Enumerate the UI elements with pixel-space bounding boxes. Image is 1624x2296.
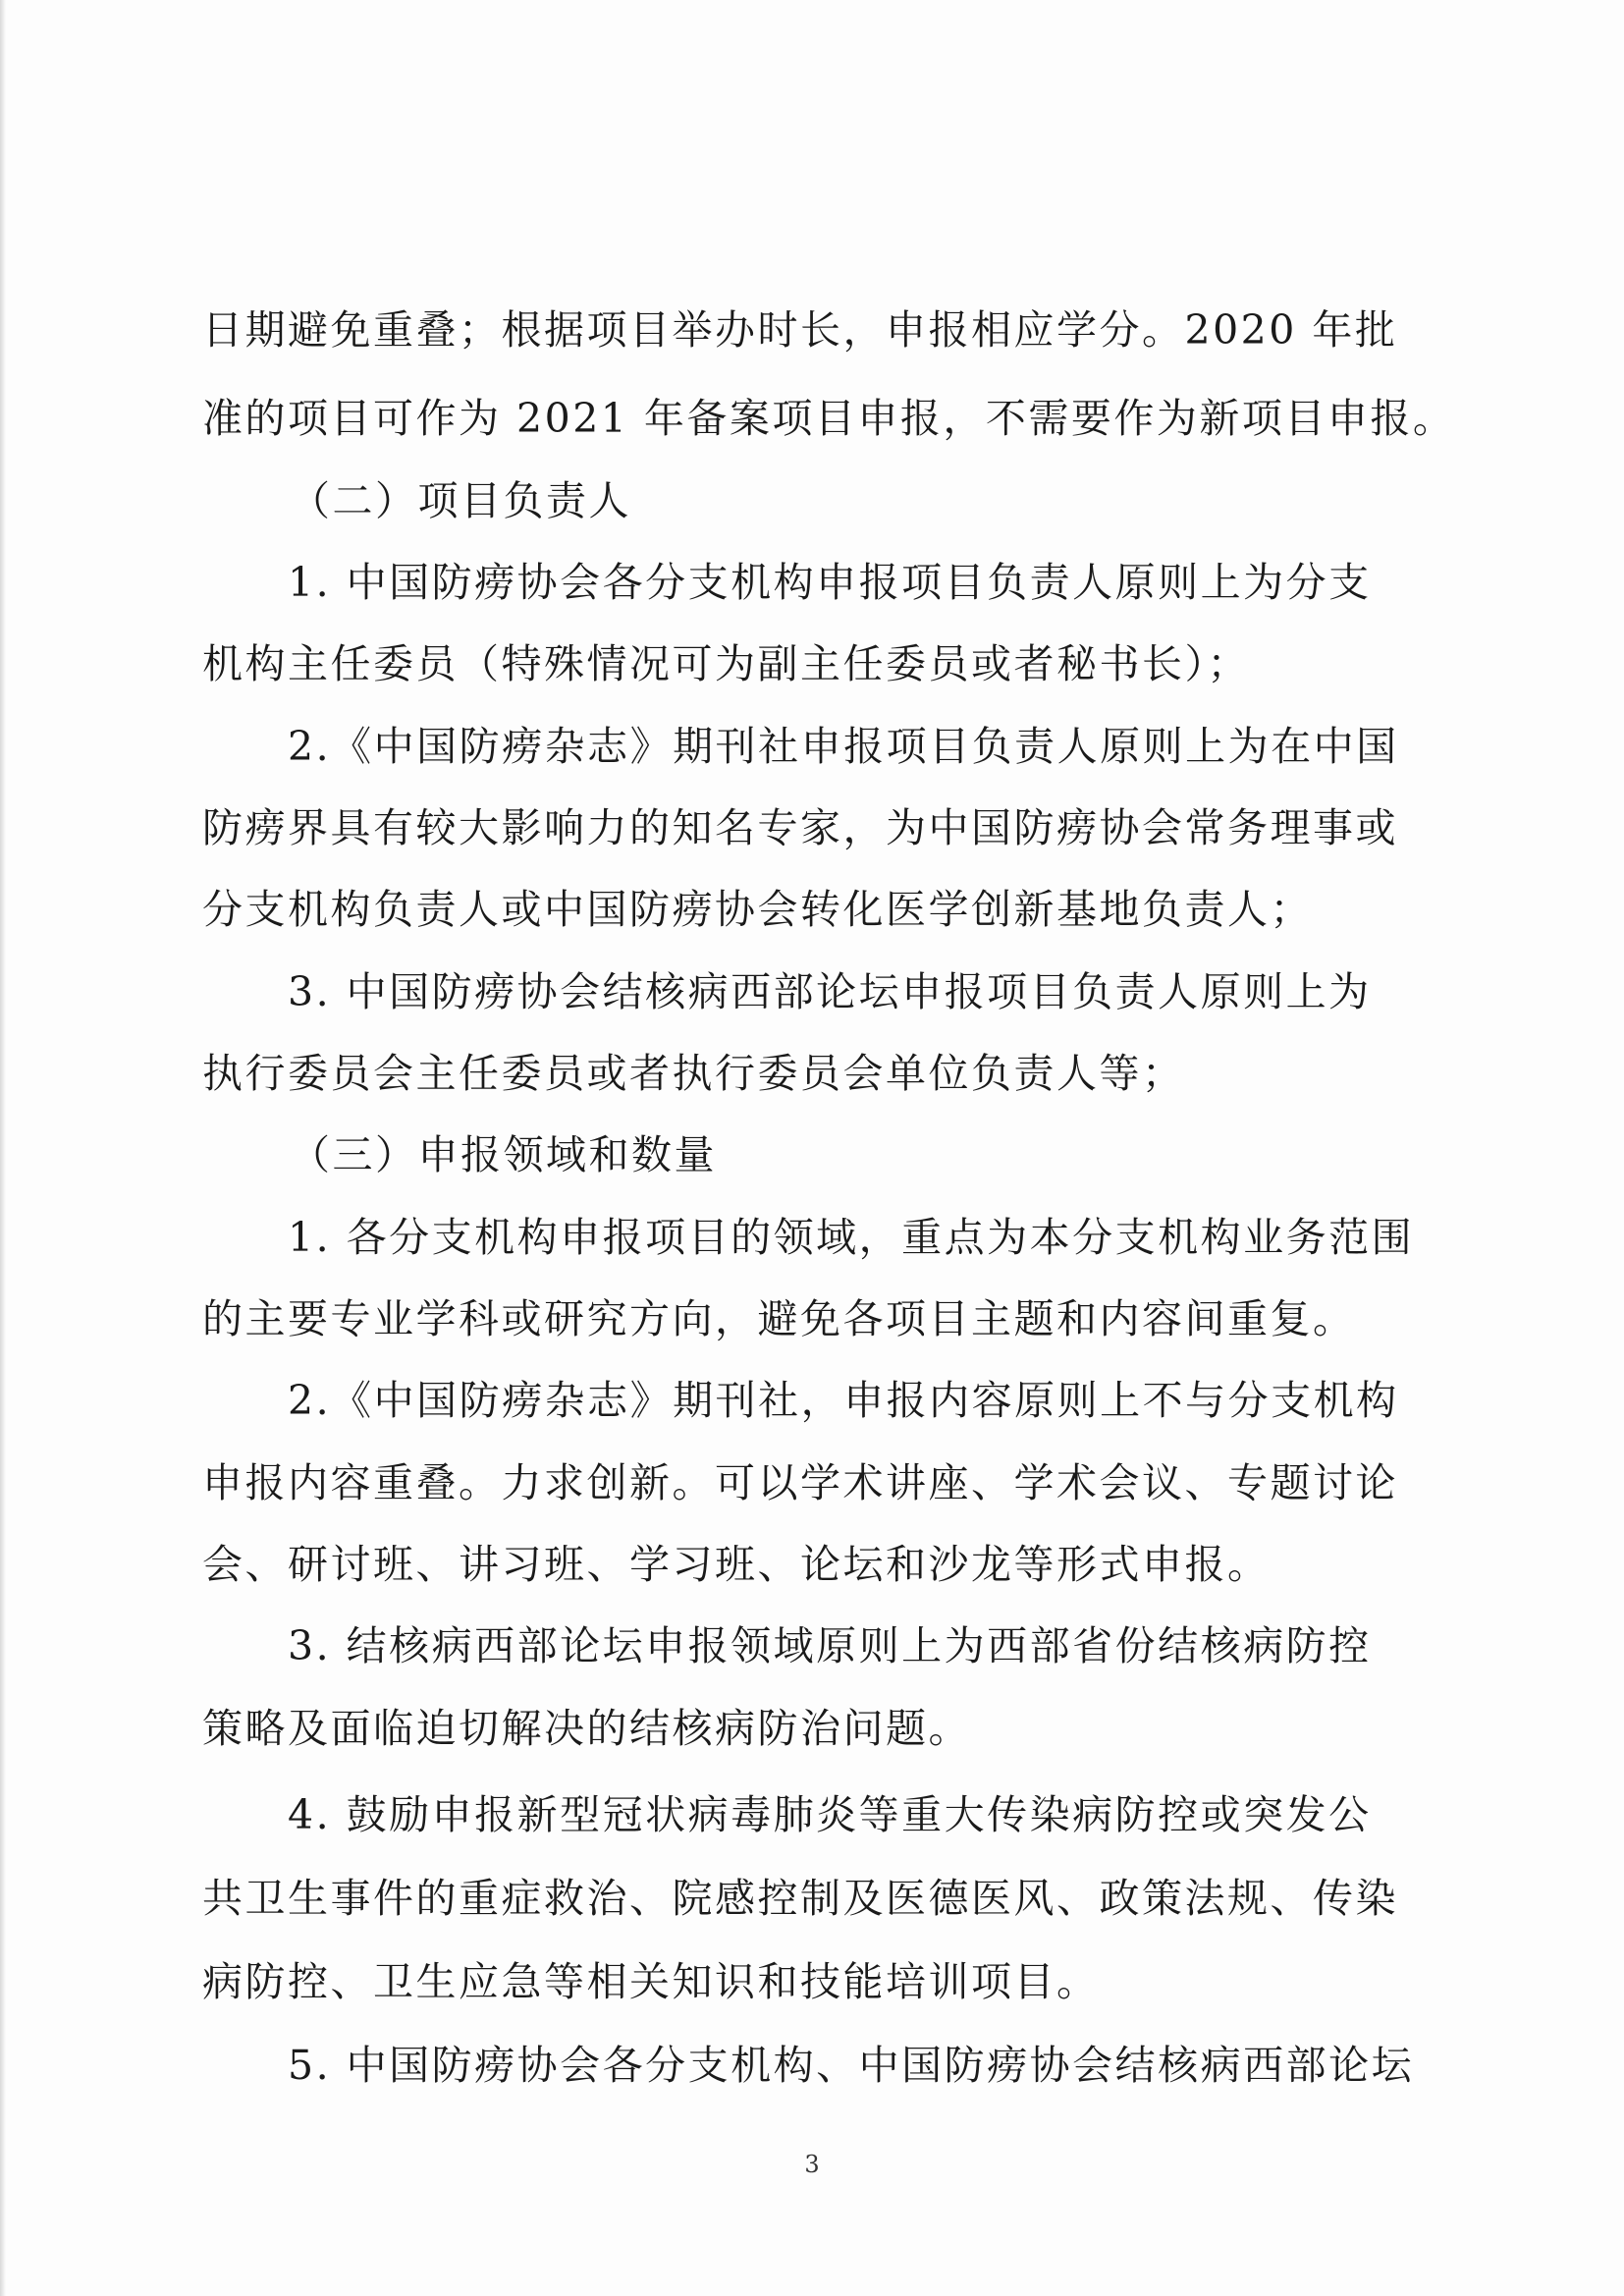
section-heading-2: （二）项目负责人	[290, 477, 631, 524]
text-line-17: 3. 结核病西部论坛申报领域原则上为西部省份结核病防控	[288, 1622, 1372, 1669]
text-line-4: 1. 中国防痨协会各分支机构申报项目负责人原则上为分支	[288, 559, 1372, 606]
text-line-14: 2.《中国防痨杂志》期刊社，申报内容原则上不与分支机构	[288, 1377, 1399, 1424]
text-line-22: 5. 中国防痨协会各分支机构、中国防痨协会结核病西部论坛	[288, 2042, 1415, 2089]
text-line-20: 共卫生事件的重症救治、院感控制及医德医风、政策法规、传染	[202, 1875, 1398, 1922]
scan-edge-shadow	[0, 0, 6, 2296]
text-line-21: 病防控、卫生应急等相关知识和技能培训项目。	[202, 1958, 1100, 2005]
text-line-13: 的主要专业学科或研究方向，避免各项目主题和内容间重复。	[202, 1295, 1356, 1342]
page-number: 3	[804, 2151, 820, 2178]
text-line-9: 3. 中国防痨协会结核病西部论坛申报项目负责人原则上为	[288, 968, 1372, 1015]
text-line-7: 防痨界具有较大影响力的知名专家，为中国防痨协会常务理事或	[202, 804, 1398, 851]
text-line-5: 机构主任委员（特殊情况可为副主任委员或者秘书长）；	[202, 640, 1250, 687]
text-line-1: 日期避免重叠；根据项目举办时长，申报相应学分。2020 年批	[202, 306, 1398, 354]
text-line-10: 执行委员会主任委员或者执行委员会单位负责人等；	[202, 1050, 1185, 1097]
text-line-18: 策略及面临迫切解决的结核病防治问题。	[202, 1705, 971, 1752]
text-line-19: 4. 鼓励申报新型冠状病毒肺炎等重大传染病防控或突发公	[288, 1791, 1372, 1838]
text-line-12: 1. 各分支机构申报项目的领域，重点为本分支机构业务范围	[288, 1214, 1415, 1261]
text-line-6: 2.《中国防痨杂志》期刊社申报项目负责人原则上为在中国	[288, 723, 1399, 770]
text-line-16: 会、研讨班、讲习班、学习班、论坛和沙龙等形式申报。	[202, 1541, 1271, 1588]
text-line-8: 分支机构负责人或中国防痨协会转化医学创新基地负责人；	[202, 886, 1313, 933]
section-heading-3: （三）申报领域和数量	[290, 1131, 717, 1178]
text-line-2: 准的项目可作为 2021 年备案项目申报，不需要作为新项目申报。	[202, 395, 1456, 442]
text-line-15: 申报内容重叠。力求创新。可以学术讲座、学术会议、专题讨论	[202, 1459, 1398, 1506]
